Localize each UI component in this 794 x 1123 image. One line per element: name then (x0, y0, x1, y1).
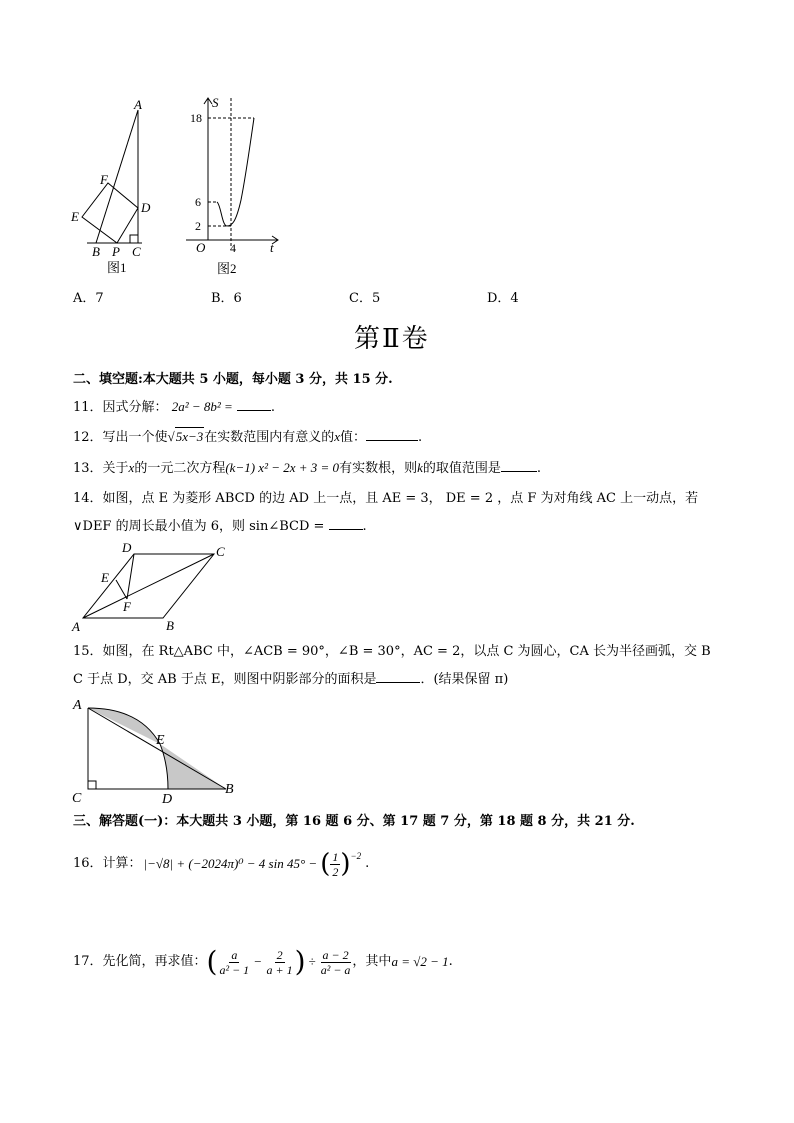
q14-answer-blank[interactable] (329, 517, 363, 530)
q13-tail: 的取值范围是 (422, 461, 501, 476)
fig2-tick-4: 4 (230, 241, 236, 255)
fig1-caption: 图1 (107, 260, 127, 275)
q17-f2-den: a + 1 (266, 962, 293, 977)
q13-var2: k (417, 460, 423, 475)
q17-prefix: 17．先化简，再求值： (73, 954, 207, 969)
part2-heading: 二、填空题:本大题共 5 小题，每小题 3 分，共 15 分. (73, 372, 393, 387)
fig1-label-e: E (71, 209, 79, 224)
q15-label-c: C (72, 791, 82, 806)
option-a[interactable]: A．7 (73, 291, 104, 306)
q12-middle: 在实数范围内有意义的 (204, 430, 335, 445)
question-16 (73, 847, 369, 881)
q13-middle: 的一元二次方程 (134, 461, 226, 476)
q16-frac-den: 2 (332, 864, 339, 879)
q14-label-d: D (122, 540, 132, 555)
option-b[interactable]: B．6 (211, 291, 242, 306)
q14-label-f: F (123, 599, 131, 614)
fig2-tick-18: 18 (190, 111, 202, 125)
q11-prefix: 11．因式分解： (73, 400, 168, 415)
q13-answer-blank[interactable] (501, 459, 537, 472)
q17-f1-num: a (231, 947, 238, 962)
section-title: 第Ⅱ卷 (354, 324, 430, 354)
fig1-label-d: D (141, 200, 151, 215)
q12-answer-blank[interactable] (366, 428, 418, 441)
question-11 (73, 398, 275, 417)
q14-label-e: E (101, 570, 109, 585)
q15-label-d: D (162, 792, 173, 806)
q13-var: x (128, 460, 135, 475)
q14-suffix: . (362, 519, 367, 534)
fig1-label-p: P (112, 244, 120, 259)
q17-tail: ，其中 (352, 954, 392, 969)
q14-label-a: A (72, 619, 80, 634)
q16-suffix: . (365, 856, 370, 871)
fig2-origin: O (196, 240, 206, 255)
q17-suffix: . (448, 954, 453, 969)
q14-line1: 14．如图，点 E 为菱形 ABCD 的边 AD 上一点，且 AE = 3， DE = 2 ，点 F 为对角线 AC 上一动点，若 (73, 491, 699, 506)
q13-mid2: 有实数根，则 (339, 461, 418, 476)
q13-prefix: 13．关于 (73, 461, 129, 476)
q17-f3-den: a² − a (320, 962, 351, 977)
q11-answer-blank[interactable] (237, 398, 271, 411)
q17-f2-num: 2 (276, 947, 283, 962)
q17-fraction-1 (217, 948, 251, 977)
q16-exponent: −2 (350, 851, 362, 861)
q12-suffix: . (418, 430, 423, 445)
fig1-label-c: C (132, 244, 141, 259)
q12-sqrt-body: 5x−3 (175, 429, 204, 444)
q11-suffix: . (270, 400, 276, 415)
q16-fraction (330, 850, 340, 879)
q15-answer-blank[interactable] (376, 670, 420, 683)
q16-paren-open: ( (320, 849, 331, 879)
question-17 (73, 944, 453, 980)
figure-2 (180, 90, 290, 280)
q17-paren-close: ) (294, 945, 306, 978)
q14-line2 (73, 517, 367, 536)
q13-equation: (k−1) x² − 2x + 3 = 0 (225, 460, 340, 475)
q14-line2-text: ∨DEF 的周长最小值为 6，则 sin∠BCD = (73, 519, 325, 534)
figure-q15-triangle (68, 694, 243, 806)
q17-fraction-2 (265, 948, 295, 977)
q14-label-c: C (216, 544, 225, 559)
fig1-label-b: B (92, 244, 100, 259)
fig2-tick-6: 6 (195, 195, 201, 209)
q13-suffix: . (536, 461, 542, 476)
q17-condition: a = √2 − 1 (391, 954, 449, 969)
q16-prefix: 16．计算： (73, 856, 142, 871)
q15-line2 (73, 670, 508, 689)
q16-paren-close: ) (340, 849, 351, 879)
part3-heading: 三、解答题(一)：本大题共 3 小题，第 16 题 6 分、第 17 题 7 分，第 18 题 8 分，共 21 分. (73, 814, 635, 829)
q12-sqrt: √ 5x−3 (167, 429, 204, 444)
fig2-tick-2: 2 (195, 219, 201, 233)
figure-1 (60, 95, 160, 280)
fig2-caption: 图2 (217, 261, 237, 276)
q11-expr: 2a² − 8b² = (171, 399, 233, 414)
q12-prefix: 12．写出一个使 (73, 430, 168, 445)
question-13 (73, 459, 541, 478)
q14-label-b: B (166, 618, 174, 633)
fig2-y-axis-label: S (212, 95, 219, 110)
option-c[interactable]: C．5 (349, 291, 381, 306)
q17-divide: ÷ (308, 954, 316, 969)
q15-label-e: E (156, 733, 165, 748)
q15-line2-text: C 于点 D，交 AB 于点 E，则图中阴影部分的面积是 (73, 672, 377, 687)
q16-expression: |−√8| + (−2024π)⁰ − 4 sin 45° − (143, 856, 318, 871)
fig1-label-a: A (134, 97, 142, 112)
fig2-x-axis-label: t (270, 240, 274, 255)
q16-frac-num: 1 (332, 849, 339, 864)
q17-f3-num: a − 2 (322, 947, 349, 962)
q17-minus: − (254, 954, 262, 969)
fig1-label-f: F (100, 172, 108, 187)
q15-label-a: A (73, 698, 82, 713)
q17-f1-den: a² − 1 (219, 962, 250, 977)
question-12 (73, 427, 422, 447)
figure-q14-rhombus (68, 540, 238, 635)
q15-label-b: B (225, 782, 234, 797)
q15-line2-tail: ．(结果保留 π) (420, 672, 509, 687)
q17-paren-open: ( (206, 945, 218, 978)
q12-var: x (334, 429, 341, 444)
q15-line1: 15．如图，在 Rt△ABC 中，∠ACB = 90°，∠B = 30°，AC = 2，以点 C 为圆心，CA 长为半径画弧，交 B (73, 644, 711, 659)
option-d[interactable]: D．4 (487, 291, 519, 306)
q17-fraction-3 (319, 948, 353, 977)
q12-tail: 值： (340, 430, 367, 445)
